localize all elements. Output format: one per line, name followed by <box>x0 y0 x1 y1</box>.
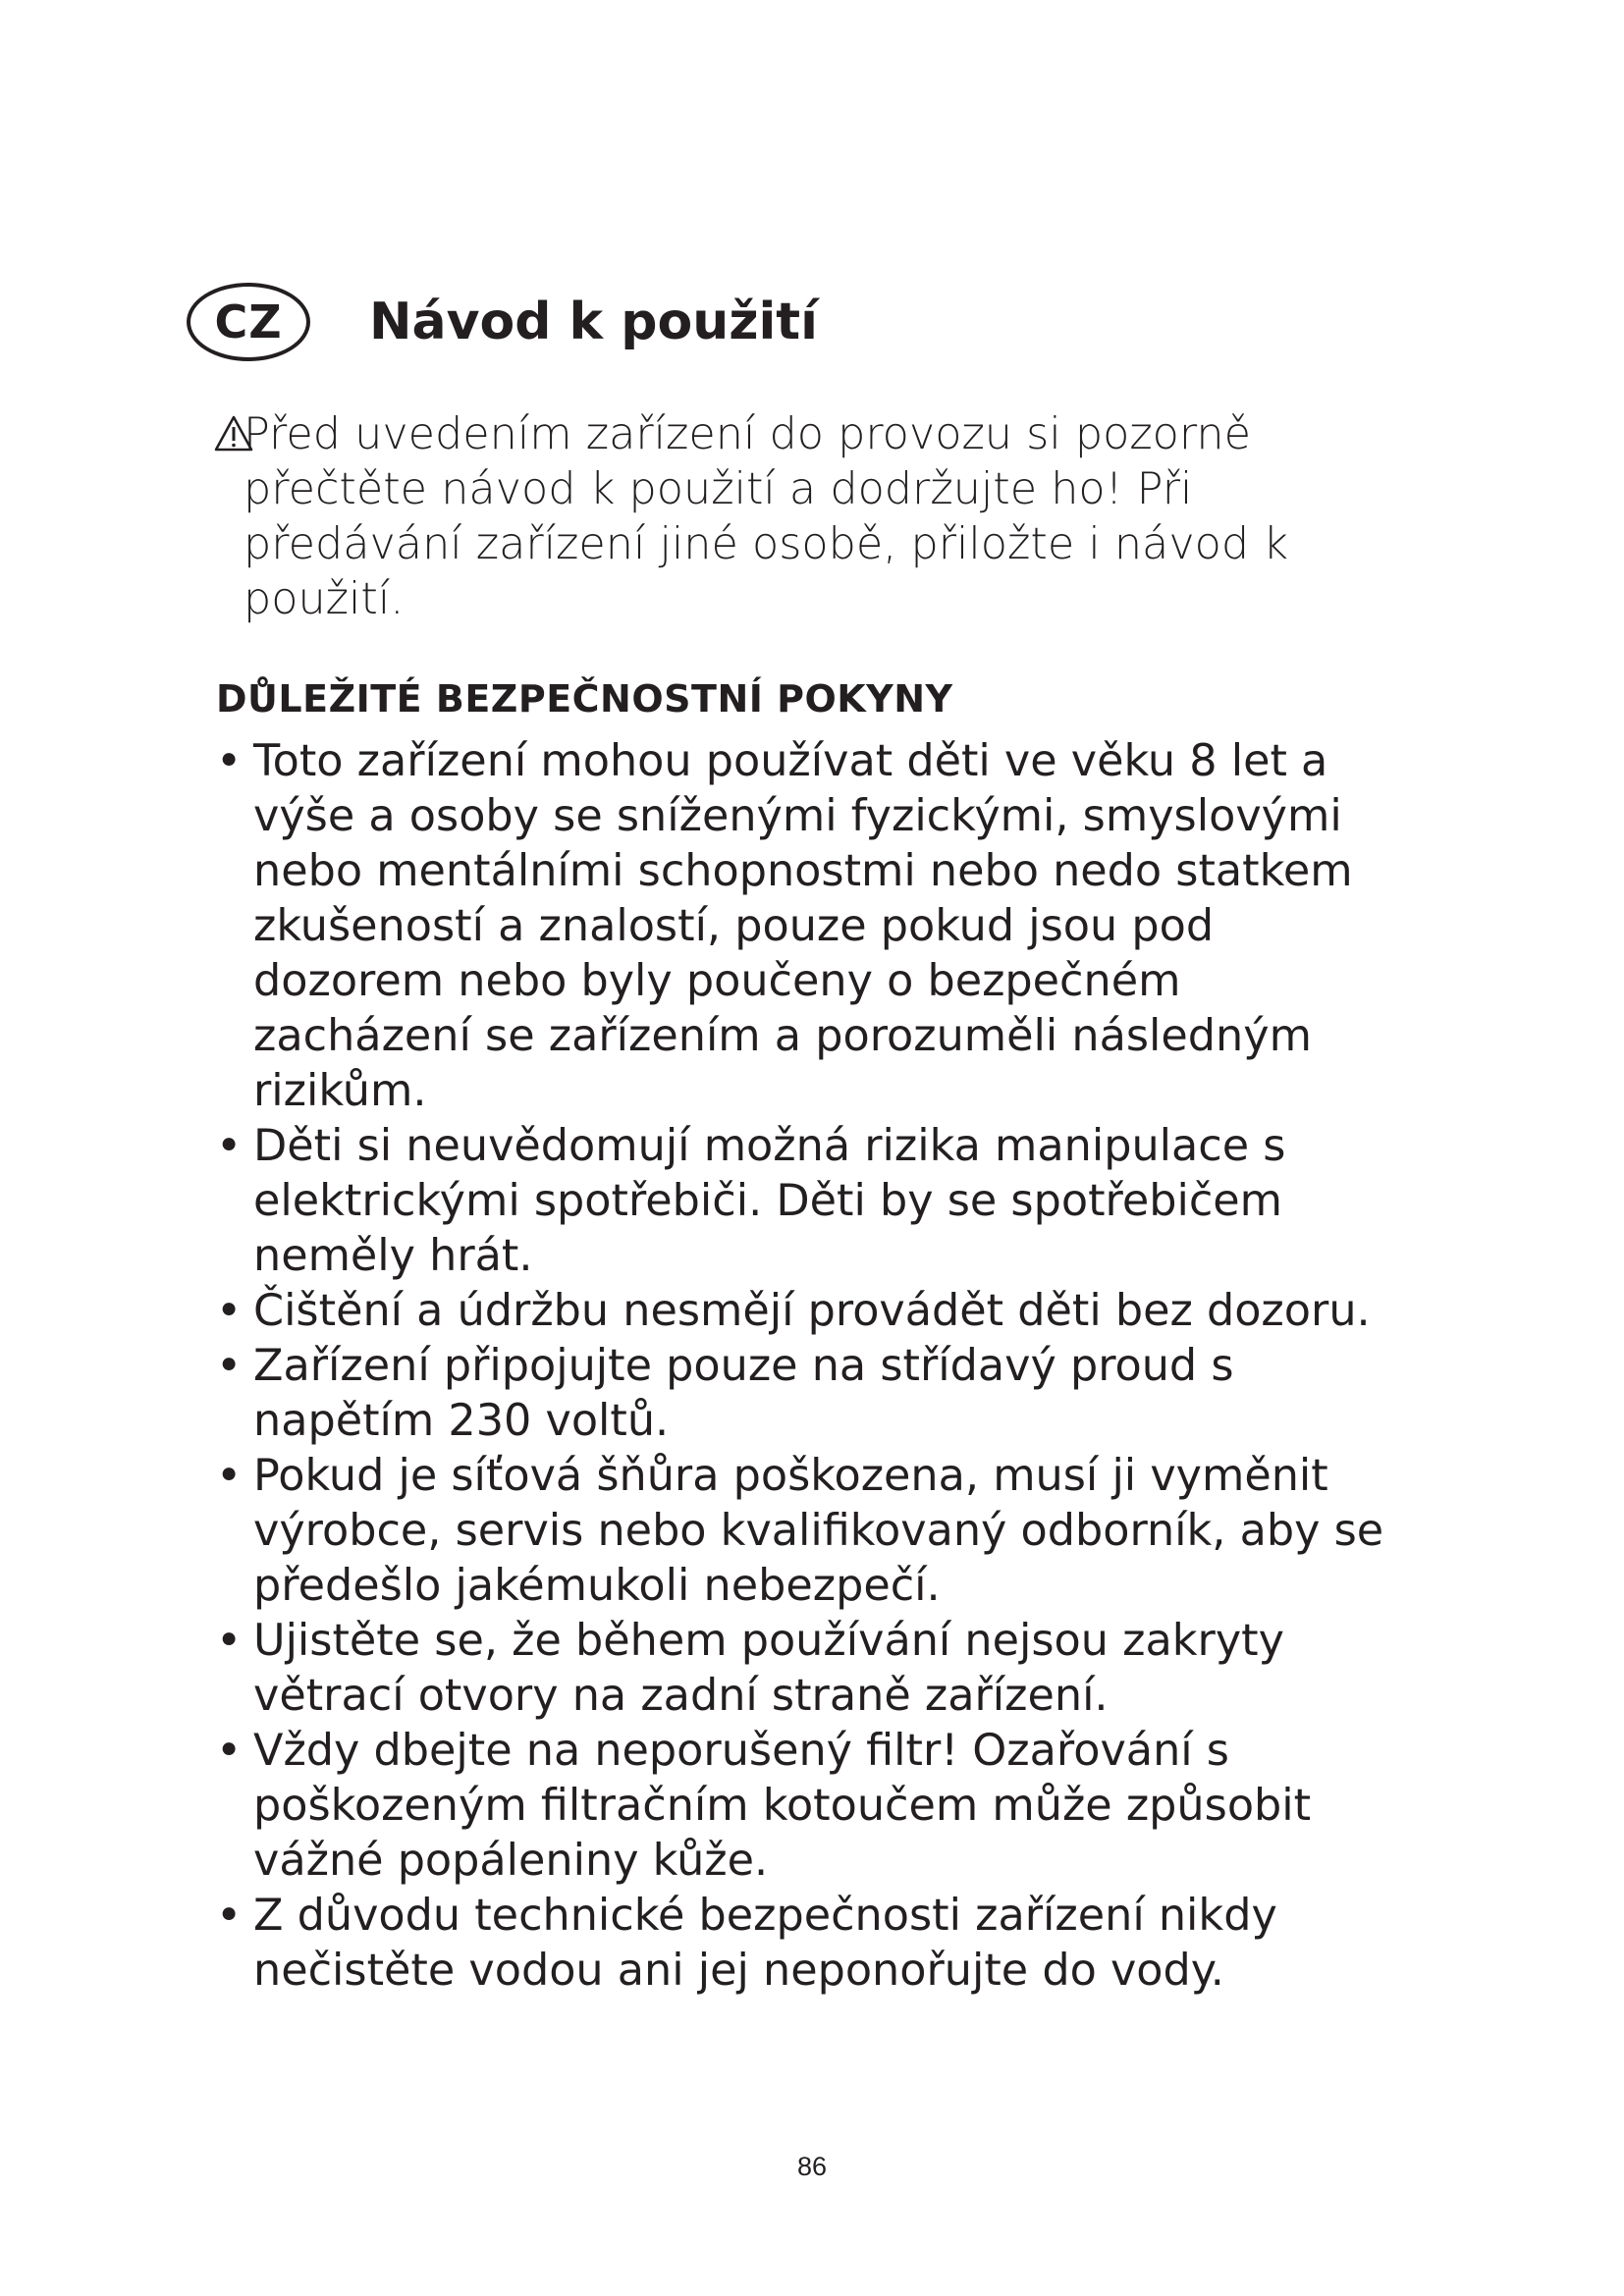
page-title: Návod k použití <box>369 293 818 351</box>
list-item: • Z důvodu technické bezpečnosti zařízení nikdy nečistěte vodou ani jej neponořujte do vody. <box>216 1889 1394 1999</box>
intro-text: Před uvedením zařízení do provozu si pozorně přečtěte návod k použití a dodržujte ho! Při předávání zařízení jiné osobě, přiložte i návod k použití. <box>244 409 1289 624</box>
intro-warning <box>214 407 1353 627</box>
list-item: • Zařízení připojujte pouze na střídavý proud s napětím 230 voltů. <box>216 1339 1394 1449</box>
safety-heading: DŮLEŽITÉ BEZPEČNOSTNÍ POKYNY <box>216 677 953 721</box>
list-item: • Toto zařízení mohou používat děti ve věku 8 let a výše a osoby se sníženými fyzickými, smyslovými nebo mentálními schopnostmi nebo nedo statkem zkušeností a znalostí, pouze pokud jsou pod dozorem nebo byly poučeny o bezpečném zacházení se zařízením a porozuměli následným rizikům. <box>216 734 1394 1119</box>
list-item: • Pokud je síťová šňůra poškozena, musí ji vyměnit výrobce, servis nebo kvalifikovaný odborník, aby se předešlo jakémukoli nebezpečí. <box>216 1449 1394 1614</box>
list-item: • Ujistěte se, že během používání nejsou zakryty větrací otvory na zadní straně zařízení. <box>216 1614 1394 1724</box>
section-header <box>187 278 818 366</box>
language-badge: CZ <box>187 283 310 361</box>
list-item: • Děti si neuvědomují možná rizika manipulace s elektrickými spotřebiči. Děti by se spotřebičem neměly hrát. <box>216 1119 1394 1284</box>
safety-list <box>216 734 1394 1999</box>
list-item: • Čištění a údržbu nesmějí provádět děti bez dozoru. <box>216 1284 1394 1339</box>
list-item: • Vždy dbejte na neporušený filtr! Ozařování s poškozeným filtračním kotoučem může způsobit vážné popáleniny kůže. <box>216 1724 1394 1889</box>
warning-triangle-icon <box>214 415 253 453</box>
page-number: 86 <box>796 2152 828 2181</box>
